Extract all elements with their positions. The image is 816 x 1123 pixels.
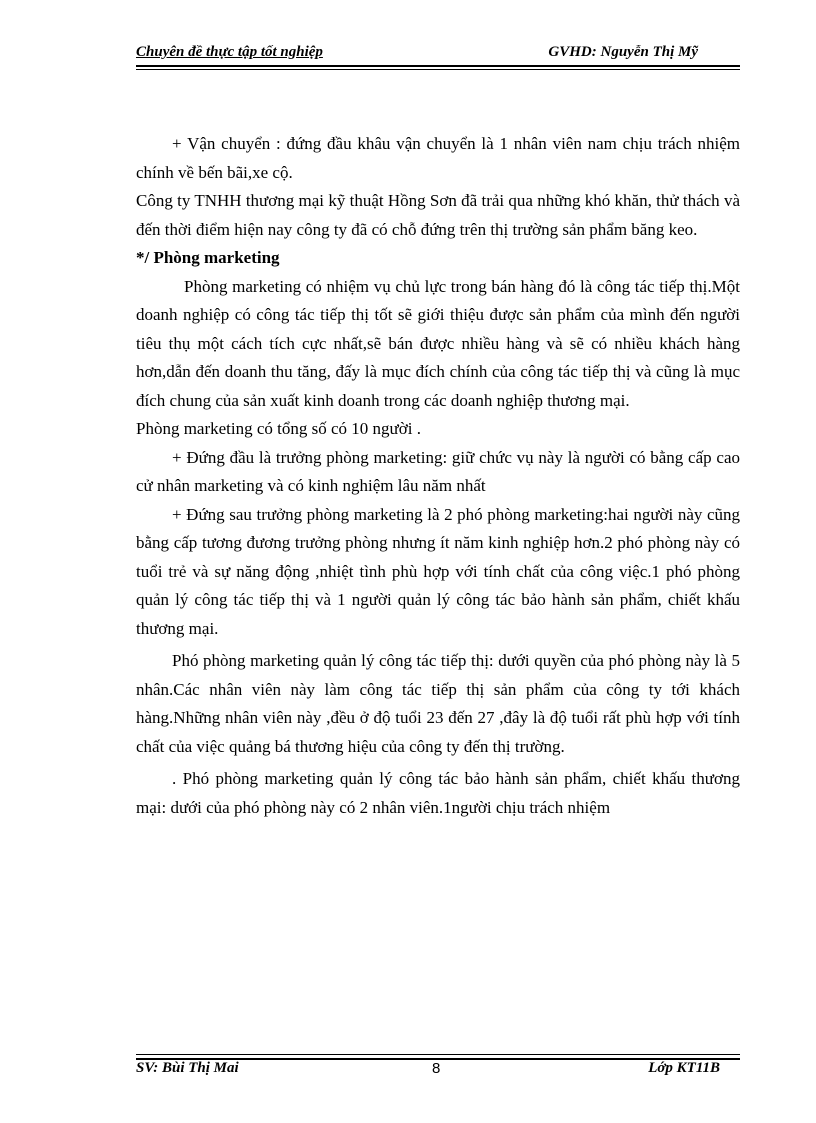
paragraph-transport: + Vận chuyển : đứng đầu khâu vận chuyển là 1 nhân viên nam chịu trách nhiệm chính về bến bãi,xe cộ. bbox=[136, 134, 740, 182]
header-rule-thick bbox=[136, 65, 740, 67]
header-rule-thin bbox=[136, 69, 740, 70]
footer-student: SV: Bùi Thị Mai bbox=[136, 1060, 239, 1076]
page-number: 8 bbox=[432, 1060, 441, 1077]
footer-class: Lớp KT11B bbox=[648, 1060, 720, 1076]
footer-rule-thin bbox=[136, 1054, 740, 1055]
document-body bbox=[136, 130, 740, 822]
paragraph-company: Công ty TNHH thương mại kỹ thuật Hồng Sơn đã trải qua những khó khăn, thử thách và đến thời điểm hiện nay công ty đã có chỗ đứng trên thị trường sản phẩm băng keo. bbox=[136, 191, 740, 239]
section-heading-marketing: */ Phòng marketing bbox=[136, 248, 280, 267]
paragraph-deputies: + Đứng sau trưởng phòng marketing là 2 phó phòng marketing:hai người này cũng bằng cấp tương đương trưởng phòng nhưng ít năm kinh nghiệp hơn.2 phó phòng này có tuổi trẻ và sự năng động ,nhiệt tình phù hợp với tính chất của công việc.1 phó phòng quản lý công tác tiếp thị và 1 người quản lý công tác bảo hành sản phẩm, chiết khấu thương mại. bbox=[136, 504, 740, 638]
paragraph-head-of-department: + Đứng đầu là trưởng phòng marketing: giữ chức vụ này là người có bằng cấp cao cử nhân marketing và có kinh nghiệm lâu năm nhất bbox=[136, 447, 740, 495]
paragraph-marketing-role: Phòng marketing có nhiệm vụ chủ lực trong bán hàng đó là công tác tiếp thị.Một doanh nghiệp có công tác tiếp thị tốt sẽ giới thiệu được sản phẩm của mình đến người tiêu thụ một cách tích cực nhất,sẽ bán được nhiều hàng và sẽ có nhiều khách hàng hơn,dẫn đến doanh thu tăng, đấy là mục đích chính của công tác tiếp thị và cũng là mục đích chung của sản xuất kinh doanh trong các doanh nghiệp thương mại. bbox=[136, 276, 740, 410]
page-header bbox=[136, 44, 740, 64]
header-advisor: GVHD: Nguyễn Thị Mỹ bbox=[548, 44, 698, 60]
header-title: Chuyên đề thực tập tốt nghiệp bbox=[136, 44, 323, 60]
paragraph-deputy-warranty: . Phó phòng marketing quản lý công tác bảo hành sản phẩm, chiết khấu thương mại: dưới của phó phòng này có 2 nhân viên.1người chịu trách nhiệm bbox=[136, 769, 740, 817]
paragraph-deputy-marketing: Phó phòng marketing quản lý công tác tiếp thị: dưới quyền của phó phòng này là 5 nhân.Các nhân viên này làm công tác tiếp thị sản phẩm của công ty tới khách hàng.Những nhân viên này ,đều ở độ tuổi 23 đến 27 ,đây là độ tuổi rất phù hợp với tính chất của việc quảng bá thương hiệu của công ty đến thị trường. bbox=[136, 651, 740, 756]
paragraph-headcount: Phòng marketing có tổng số có 10 người . bbox=[136, 419, 421, 438]
page-footer bbox=[136, 1060, 740, 1082]
